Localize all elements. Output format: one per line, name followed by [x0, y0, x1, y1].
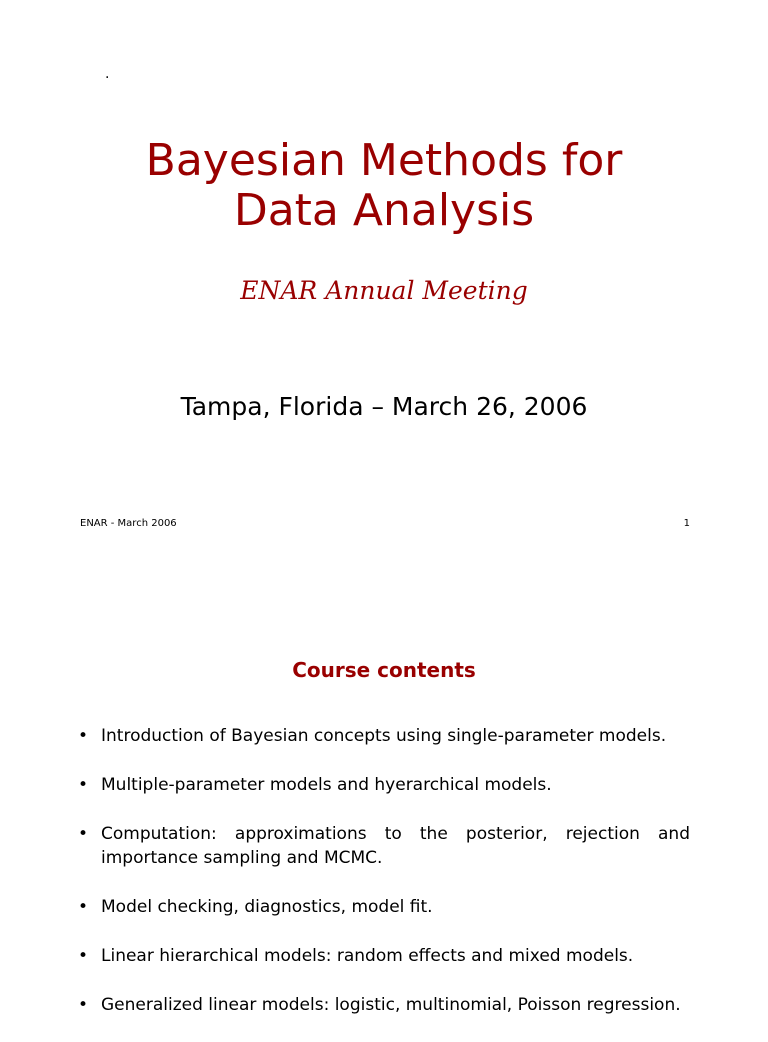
list-item-text: Model checking, diagnostics, model fit.: [101, 897, 433, 917]
bullet-icon: •: [78, 726, 89, 746]
list-item: [78, 895, 690, 919]
list-item: [78, 773, 690, 797]
bullet-icon: •: [78, 775, 89, 795]
list-item-text: Linear hierarchical models: random effects and mixed models.: [101, 946, 634, 966]
title-line-2: Data Analysis: [233, 185, 535, 236]
list-item-text: Computation: approximations to the posterior, rejection and importance sampling and MCMC.: [101, 824, 690, 868]
list-item: [78, 822, 690, 870]
list-item-text: Introduction of Bayesian concepts using single-parameter models.: [101, 726, 667, 746]
course-contents-list: [78, 724, 690, 1042]
section-heading: Course contents: [292, 658, 476, 682]
title-line-1: Bayesian Methods for: [145, 135, 623, 186]
bullet-icon: •: [78, 824, 89, 844]
footer-label: ENAR - March 2006: [80, 518, 177, 529]
list-item-text: Generalized linear models: logistic, multinomial, Poisson regression.: [101, 995, 681, 1015]
list-item: [78, 944, 690, 968]
bullet-icon: •: [78, 995, 89, 1015]
slide-subtitle: ENAR Annual Meeting: [240, 276, 528, 305]
slide-title: [0, 136, 768, 236]
list-item: [78, 993, 690, 1017]
list-item: [78, 724, 690, 748]
stray-dot: .: [105, 66, 110, 82]
bullet-icon: •: [78, 946, 89, 966]
event-date-line: Tampa, Florida – March 26, 2006: [180, 392, 588, 421]
list-item-text: Multiple-parameter models and hyerarchical models.: [101, 775, 552, 795]
bullet-icon: •: [78, 897, 89, 917]
page-number: 1: [683, 518, 690, 529]
